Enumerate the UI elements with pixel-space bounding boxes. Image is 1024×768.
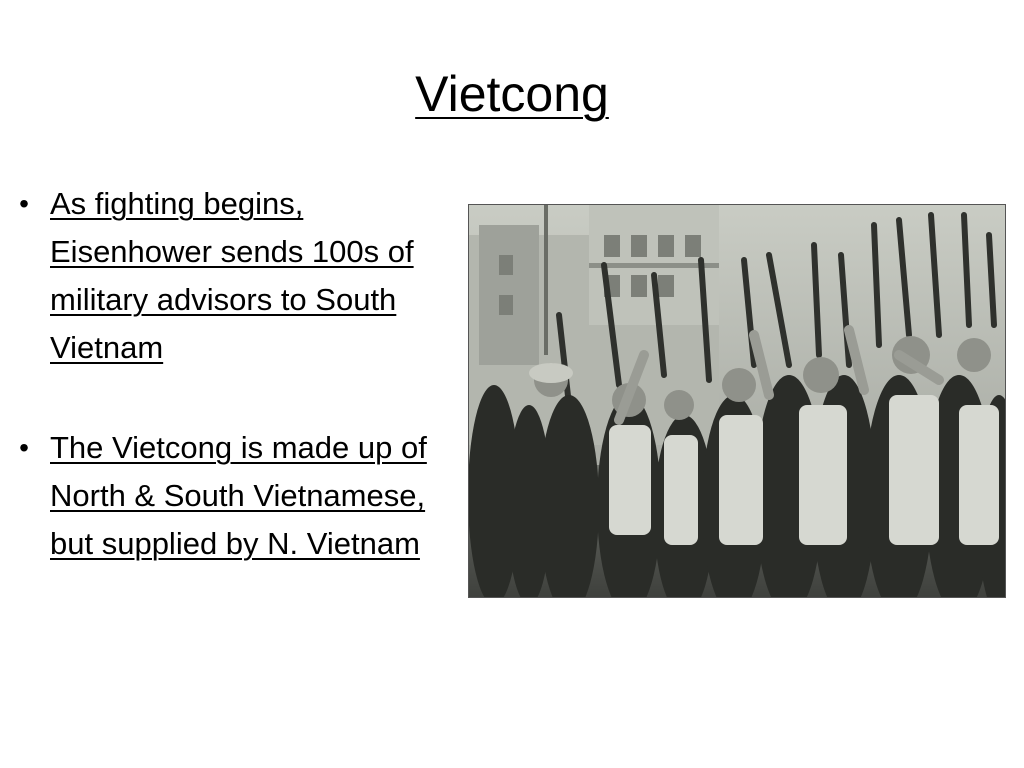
bullet-list — [14, 180, 444, 620]
bullet-marker: • — [19, 432, 29, 463]
marchers-photo — [468, 204, 1006, 598]
bullet-item — [14, 424, 444, 568]
bullet-marker: • — [19, 188, 29, 219]
bullet-text: As fighting begins, Eisenhower sends 100s of military advisors to South Vietnam — [50, 186, 414, 365]
photo-illustration — [469, 205, 1006, 598]
bullet-item — [14, 180, 444, 372]
slide-title: Vietcong — [415, 66, 609, 122]
bullet-text: The Vietcong is made up of North & South Vietnamese, but supplied by N. Vietnam — [50, 430, 427, 561]
